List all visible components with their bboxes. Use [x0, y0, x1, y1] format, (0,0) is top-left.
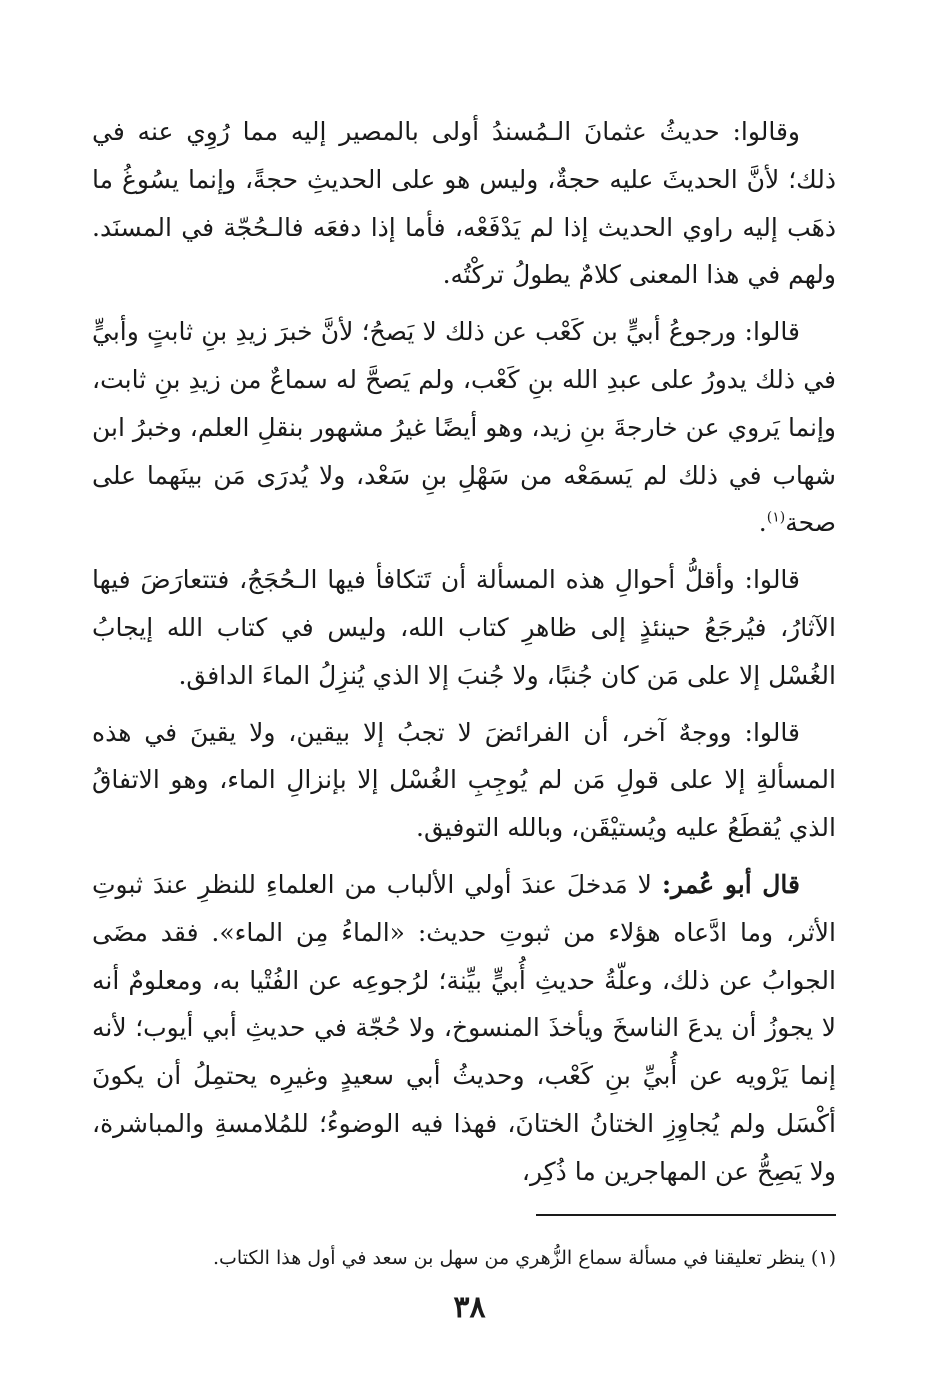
footnote-reference[interactable]: (١) [766, 510, 786, 527]
footnote-divider [536, 1214, 836, 1216]
paragraph-2-end: . [758, 508, 767, 538]
page-number: ٣٨ [453, 1290, 486, 1325]
paragraph-4-text: قالوا: ووجهٌ آخر، أن الفرائضَ لا تجبُ إلا بيقين، ولا يقينَ في هذه المسألةِ إلا على قولِ مَن لم يُوجِبِ الغُسْل إلا بإنزالِ الماء، وهو الاتفاقُ الذي يُقطَعُ عليه ويُستيْقَن، وبالله التوفيق. [92, 717, 836, 843]
paragraph-5 [92, 861, 836, 1196]
paragraph-4 [92, 709, 836, 852]
paragraph-5-lead: قال أبو عُمر: [661, 869, 800, 899]
paragraph-2 [92, 308, 836, 547]
main-text [92, 108, 836, 1205]
paragraph-1 [92, 108, 836, 299]
paragraph-1-text: وقالوا: حديثُ عثمانَ الـمُسندُ أولى بالمصير إليه مما رُوِي عنه في ذلك؛ لأنَّ الحديثَ عليه حجةٌ، وليس هو على الحديثِ حجةً، وإنما يسُوغُ ما ذهَب إليه راوي الحديث إذا لم يَدْفَعْه، فأما إذا دفعَه فالـحُجّة في المسنَد. ولهم في هذا المعنى كلامٌ يطولُ تركْتُه. [92, 117, 836, 290]
footnote: (١) ينظر تعليقنا في مسألة سماع الزُّهري من سهل بن سعد في أول هذا الكتاب. [212, 1247, 836, 1269]
paragraph-2-text: قالوا: ورجوعُ أبيٍّ بن كَعْب عن ذلك لا يَصحُ؛ لأنَّ خبرَ زيدِ بنِ ثابتٍ وأبيٍّ في ذلك يدورُ على عبدِ الله بنِ كَعْب، ولم يَصحَّ له سماعٌ من زيدِ بنِ ثابت، وإنما يَروي عن خارجةَ بنِ زيد، وهو أيضًا غيرُ مشهور بنقلِ العلم، وخبرُ ابن شهاب في ذلك لم يَسمَعْه من سَهْلِ بنِ سَعْد، ولا يُدرَى مَن بينَهما على صحة [92, 317, 836, 538]
paragraph-5-text: لا مَدخلَ عندَ أولي الألباب من العلماءِ للنظرِ عندَ ثبوتِ الأثر، وما ادَّعاه هؤلاء من ثبوتِ حديث: «الماءُ مِن الماء». فقد مضَى الجوابُ عن ذلك، وعلّةُ حديثِ أُبيٍّ بيِّنة؛ لرُجوعِه عن الفُتْيا به، ومعلومٌ أنه لا يجوزُ أن يدعَ الناسخَ ويأخذَ المنسوخ، ولا حُجّة في حديثِ أبي أيوب؛ لأنه إنما يَرْويه عن أُبيِّ بنِ كَعْب، وحديثُ أبي سعيدٍ وغيرِه يحتمِلُ أن يكونَ أكْسَل ولم يُجاوِزِ الختانُ الختانَ، فهذا فيه الوضوءُ؛ للمُلامسةِ والمباشرة، ولا يَصِحُّ عن المهاجرين ما ذُكِر، [92, 869, 836, 1186]
paragraph-3 [92, 556, 836, 699]
paragraph-3-text: قالوا: وأقلُّ أحوالِ هذه المسألة أن تَتكافأ فيها الـحُجَجُ، فتتعارَضَ فيها الآثارُ، فيُرجَعُ حينئذٍ إلى ظاهرِ كتاب الله، وليس في كتاب الله إيجابُ الغُسْل إلا على مَن كان جُنبًا، ولا جُنبَ إلا الذي يُنزِلُ الماءَ الدافق. [92, 565, 836, 690]
